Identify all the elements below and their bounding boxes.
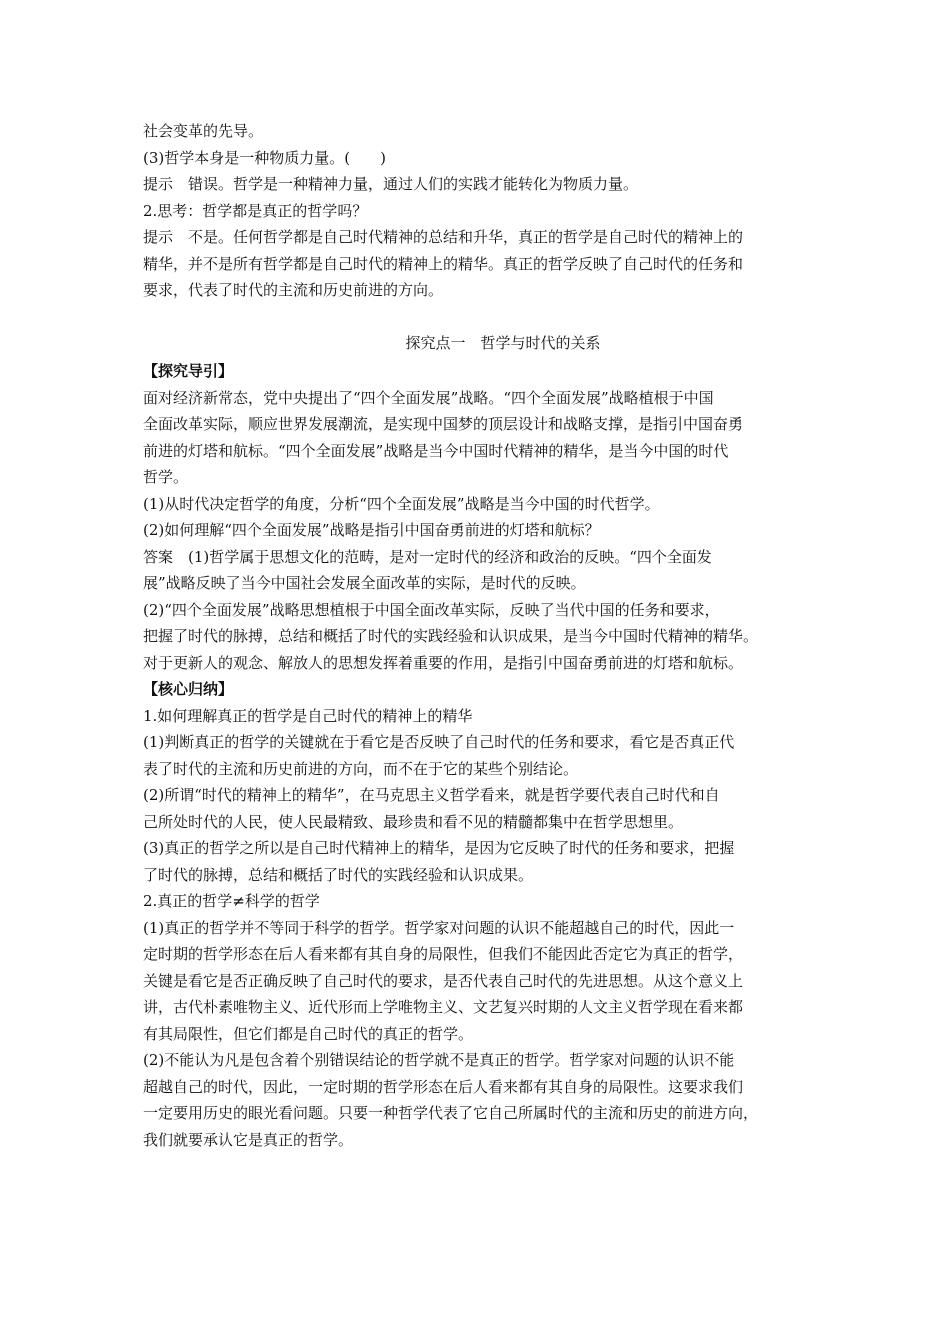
document-page <box>143 118 823 1153</box>
guide-paragraph: 面对经济新常态，党中央提出了“四个全面发展”战略。“四个全面发展”战略植根于中国 <box>143 388 714 407</box>
core-paragraph: 超越自己的时代，因此，一定时期的哲学形态在后人看来都有其自身的局限性。这要求我们 <box>143 1077 744 1096</box>
hint-text: 提示 不是。任何哲学都是自己时代精神的总结和升华，真正的哲学是自己时代的精神上的 <box>143 228 744 246</box>
core-paragraph: 定时期的哲学形态在后人看来都有其自身的局限性，但我们不能因此否定它为真正的哲学， <box>143 945 744 963</box>
core-paragraph: (2)所谓“时代的精神上的精华”，在马克思主义哲学看来，就是哲学要代表自己时代和自 <box>143 786 720 804</box>
core-paragraph: 有其局限性，但它们都是自己时代的真正的哲学。 <box>143 1024 474 1043</box>
core-topic-1: 1.如何理解真正的哲学是自己时代的精神上的精华 <box>143 706 473 725</box>
core-paragraph: 讲，古代朴素唯物主义、近代形而上学唯物主义、文艺复兴时期的人文主义哲学现在看来都 <box>143 998 744 1016</box>
guide-paragraph: 全面改革实际，顺应世界发展潮流，是实现中国梦的顶层设计和战略支撑，是指引中国奋勇 <box>143 415 744 433</box>
guide-paragraph: 前进的灯塔和航标。“四个全面发展”战略是当今中国时代精神的精华，是当今中国的时代 <box>143 441 729 460</box>
core-paragraph: (1)真正的哲学并不等同于科学的哲学。哲学家对问题的认识不能超越自己的时代，因此一 <box>143 918 735 937</box>
guide-block <box>143 358 823 676</box>
question-title: 2.思考：哲学都是真正的哲学吗？ <box>143 201 368 220</box>
guide-question-2: (2)如何理解“四个全面发展”战略是指引中国奋勇前进的灯塔和航标？ <box>143 521 600 539</box>
core-paragraph: 表了时代的主流和历史前进的方向，而不在于它的某些个别结论。 <box>143 759 579 778</box>
core-topic-2: 2.真正的哲学≠科学的哲学 <box>143 892 320 910</box>
answer-text: 把握了时代的脉搏，总结和概括了时代的实践经验和认识成果，是当今中国时代精神的精华。 <box>143 627 759 645</box>
guide-heading: 【探究导引】 <box>143 362 234 380</box>
section-title: 探究点一 哲学与时代的关系 <box>405 333 601 352</box>
text-line: 社会变革的先导。 <box>143 122 264 140</box>
answer-text: 展”战略反映了当今中国社会发展全面改革的实际，是时代的反映。 <box>143 574 586 592</box>
core-block <box>143 676 823 1153</box>
hint-text: 要求，代表了时代的主流和历史前进的方向。 <box>143 281 444 299</box>
core-paragraph: (3)真正的哲学之所以是自己时代精神上的精华，是因为它反映了时代的任务和要求，把握 <box>143 839 735 857</box>
core-paragraph: (2)不能认为凡是包含着个别错误结论的哲学就不是真正的哲学。哲学家对问题的认识不能 <box>143 1051 735 1069</box>
intro-block <box>143 118 823 304</box>
answer-text: 答案 (1)哲学属于思想文化的范畴，是对一定时代的经济和政治的反映。“四个全面发 <box>143 547 712 566</box>
core-paragraph: 关键是看它是否正确反映了自己时代的要求，是否代表自己时代的先进思想。从这个意义上 <box>143 971 744 990</box>
guide-question-1: (1)从时代决定哲学的角度，分析“四个全面发展”战略是当今中国的时代哲学。 <box>143 494 660 513</box>
hint-text: 提示 错误。哲学是一种精神力量，通过人们的实践才能转化为物质力量。 <box>143 175 639 193</box>
question-item: (3)哲学本身是一种物质力量。( ) <box>143 148 386 167</box>
core-paragraph: (1)判断真正的哲学的关键就在于看它是否反映了自己时代的任务和要求，看它是否真正代 <box>143 733 735 751</box>
guide-paragraph: 哲学。 <box>143 468 189 486</box>
core-paragraph: 了时代的脉搏，总结和概括了时代的实践经验和认识成果。 <box>143 865 534 884</box>
core-heading: 【核心归纳】 <box>143 680 234 698</box>
hint-text: 精华，并不是所有哲学都是自己时代的精神上的精华。真正的哲学反映了自己时代的任务和 <box>143 254 744 273</box>
core-paragraph: 己所处时代的人民，使人民最精致、最珍贵和看不见的精髓都集中在哲学思想里。 <box>143 812 684 831</box>
answer-text: 对于更新人的观念、解放人的思想发挥着重要的作用，是指引中国奋勇前进的灯塔和航标。 <box>143 653 744 672</box>
core-paragraph: 我们就要承认它是真正的哲学。 <box>143 1130 354 1149</box>
core-paragraph: 一定要用历史的眼光看问题。只要一种哲学代表了它自己所属时代的主流和历史的前进方向， <box>143 1104 759 1122</box>
answer-text: (2)“四个全面发展”战略思想植根于中国全面改革实际，反映了当代中国的任务和要求， <box>143 600 720 619</box>
